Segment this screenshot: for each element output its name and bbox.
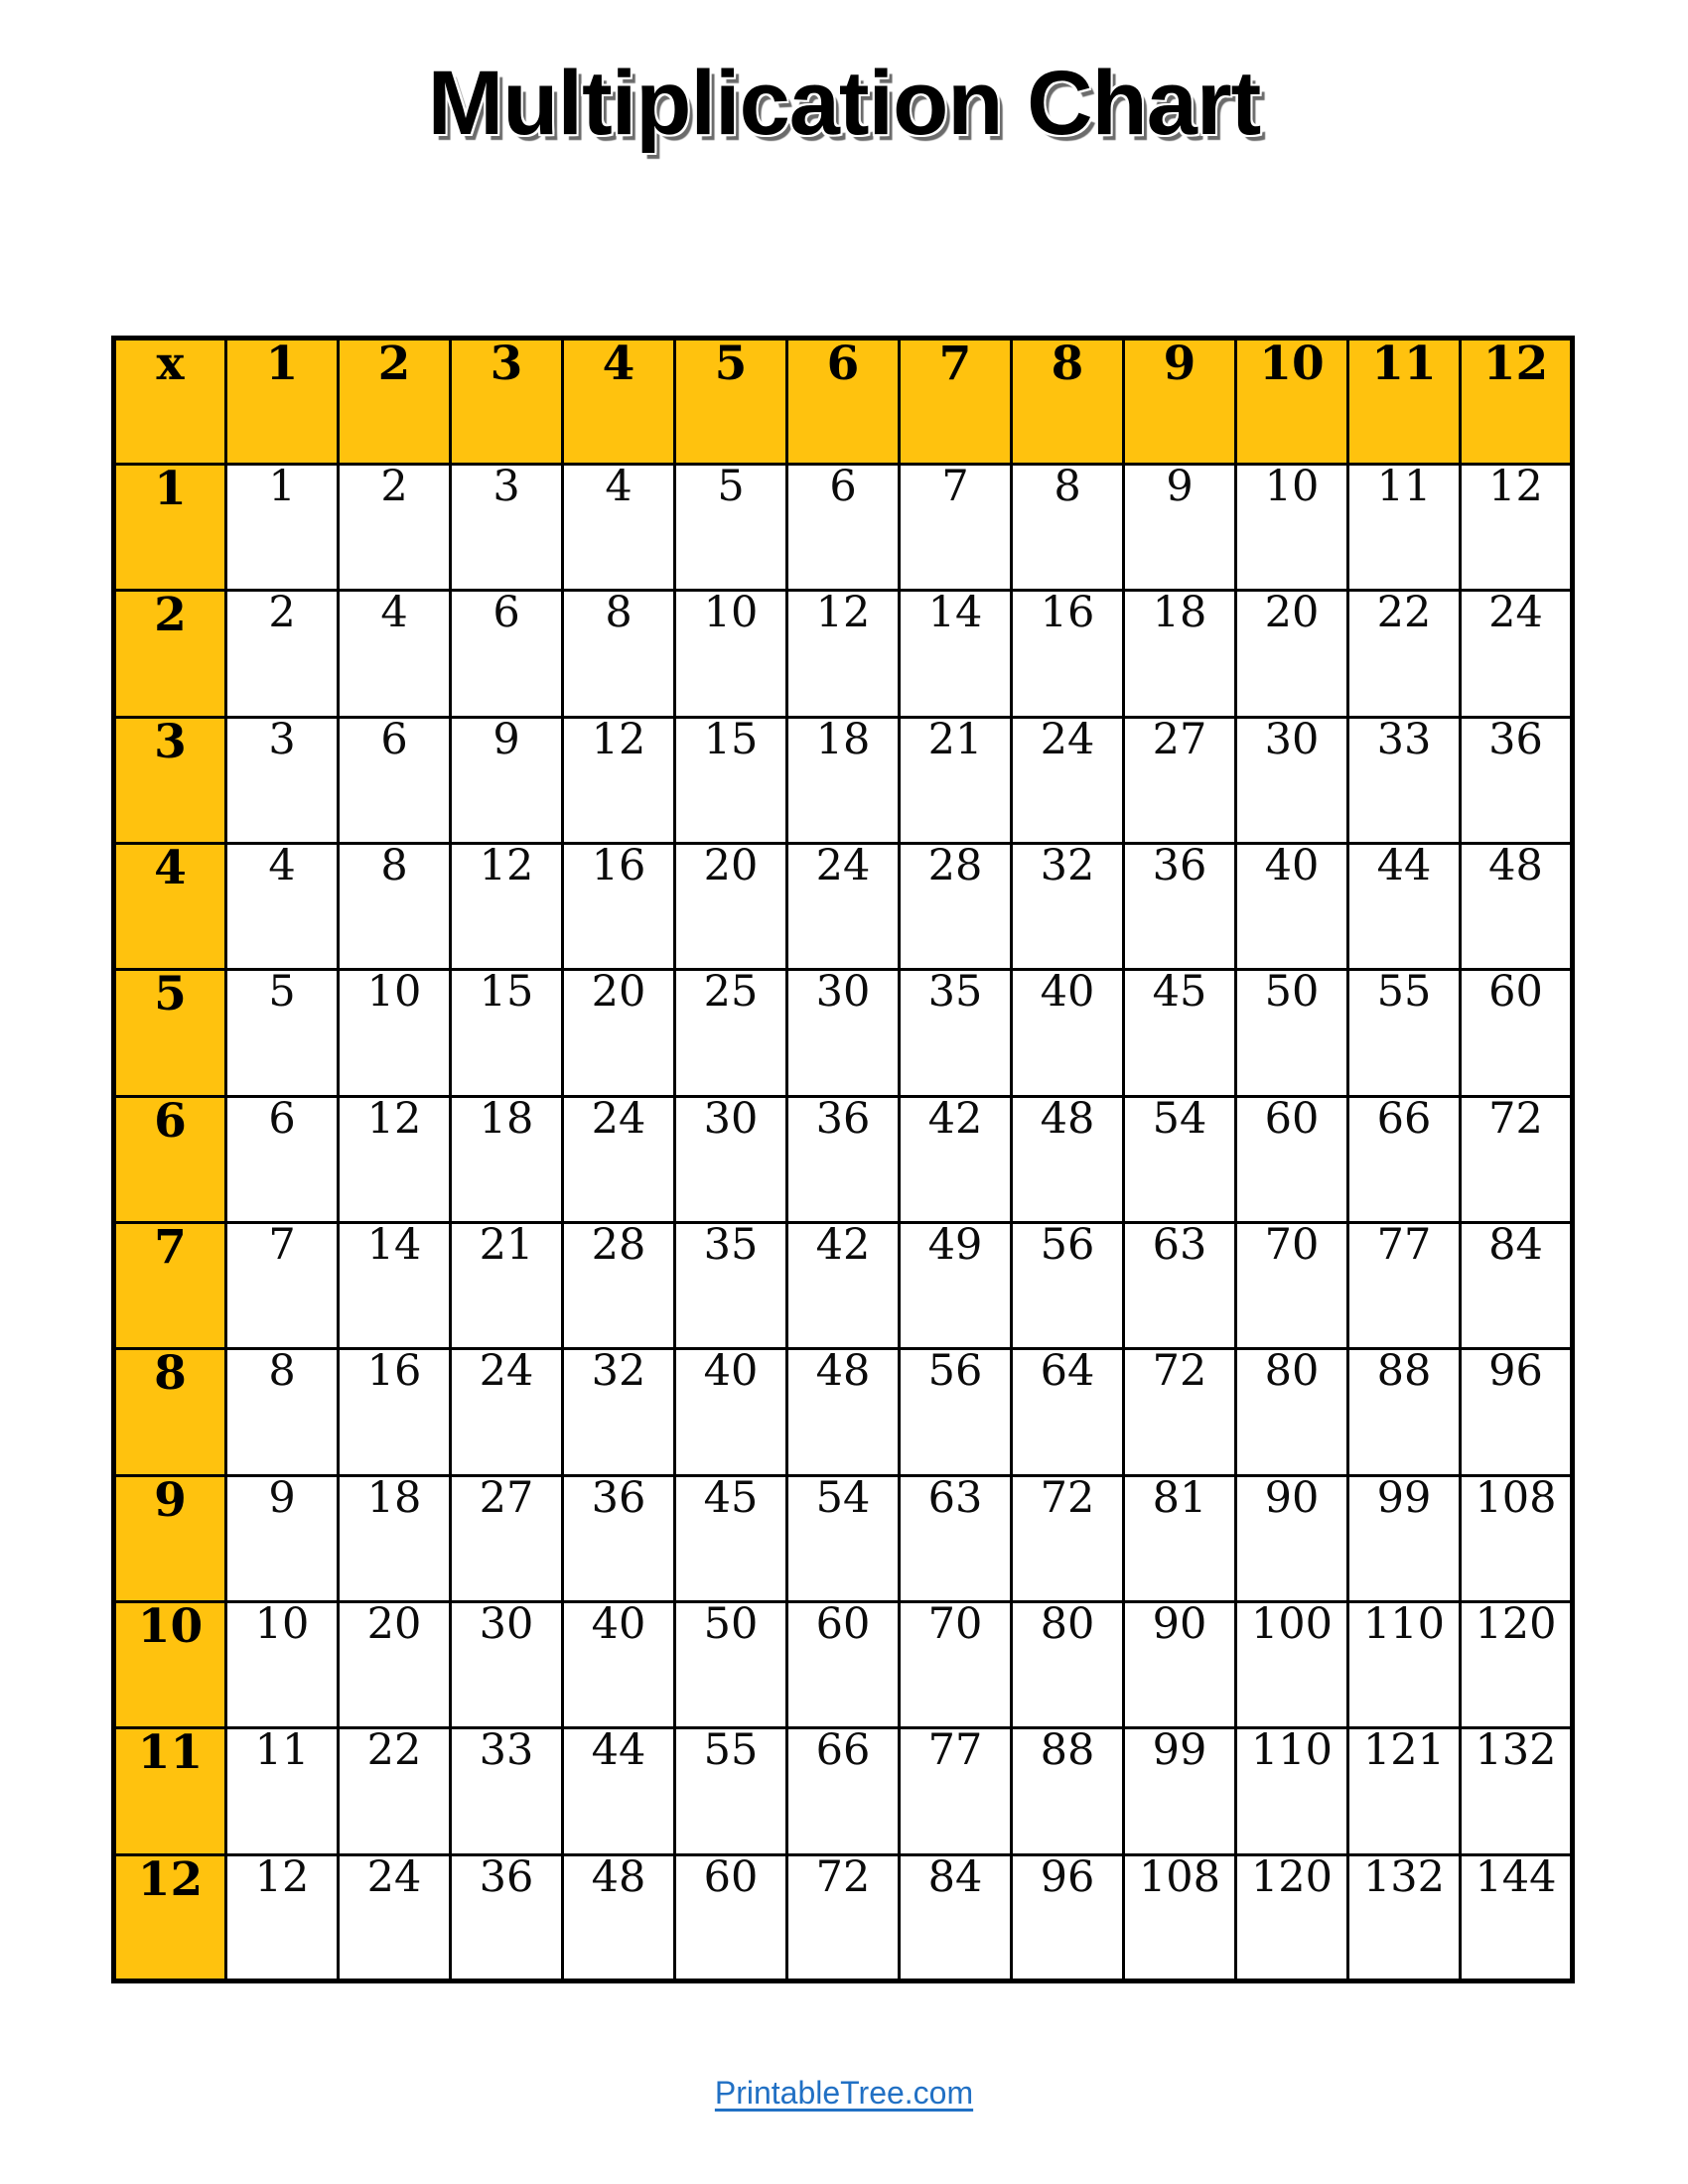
product-cell-2x1: 2: [226, 591, 339, 717]
product-cell-8x9: 72: [1124, 1349, 1236, 1475]
product-cell-6x5: 30: [675, 1096, 787, 1222]
product-cell-3x12: 36: [1461, 717, 1573, 843]
column-header-cell-3: 3: [451, 339, 563, 465]
table-row-12: [114, 1854, 1573, 1980]
product-cell-10x6: 60: [787, 1601, 900, 1727]
product-cell-2x12: 24: [1461, 591, 1573, 717]
product-cell-4x3: 12: [451, 843, 563, 969]
product-cell-6x2: 12: [339, 1096, 451, 1222]
product-cell-6x8: 48: [1012, 1096, 1124, 1222]
product-cell-7x5: 35: [675, 1222, 787, 1348]
product-cell-4x6: 24: [787, 843, 900, 969]
row-header-cell-6: 6: [114, 1096, 226, 1222]
product-cell-7x10: 70: [1236, 1222, 1348, 1348]
product-cell-10x1: 10: [226, 1601, 339, 1727]
product-cell-6x1: 6: [226, 1096, 339, 1222]
product-cell-3x10: 30: [1236, 717, 1348, 843]
table-header-row-group: [114, 339, 1573, 465]
product-cell-2x6: 12: [787, 591, 900, 717]
table-row-3: [114, 717, 1573, 843]
row-header-cell-1: 1: [114, 465, 226, 591]
product-cell-5x1: 5: [226, 970, 339, 1096]
product-cell-3x7: 21: [900, 717, 1012, 843]
column-header-cell-2: 2: [339, 339, 451, 465]
product-cell-9x3: 27: [451, 1475, 563, 1601]
product-cell-9x12: 108: [1461, 1475, 1573, 1601]
product-cell-5x2: 10: [339, 970, 451, 1096]
product-cell-11x10: 110: [1236, 1728, 1348, 1854]
product-cell-3x11: 33: [1348, 717, 1461, 843]
column-header-cell-7: 7: [900, 339, 1012, 465]
product-cell-12x2: 24: [339, 1854, 451, 1980]
product-cell-1x12: 12: [1461, 465, 1573, 591]
product-cell-2x9: 18: [1124, 591, 1236, 717]
product-cell-7x6: 42: [787, 1222, 900, 1348]
product-cell-10x2: 20: [339, 1601, 451, 1727]
row-header-cell-7: 7: [114, 1222, 226, 1348]
product-cell-10x7: 70: [900, 1601, 1012, 1727]
table-row-5: [114, 970, 1573, 1096]
table-row-6: [114, 1096, 1573, 1222]
product-cell-8x8: 64: [1012, 1349, 1124, 1475]
row-header-cell-12: 12: [114, 1854, 226, 1980]
product-cell-10x10: 100: [1236, 1601, 1348, 1727]
product-cell-7x2: 14: [339, 1222, 451, 1348]
product-cell-6x11: 66: [1348, 1096, 1461, 1222]
column-header-cell-4: 4: [563, 339, 675, 465]
table-row-2: [114, 591, 1573, 717]
product-cell-1x4: 4: [563, 465, 675, 591]
row-header-cell-10: 10: [114, 1601, 226, 1727]
product-cell-11x6: 66: [787, 1728, 900, 1854]
product-cell-9x10: 90: [1236, 1475, 1348, 1601]
product-cell-9x6: 54: [787, 1475, 900, 1601]
product-cell-11x7: 77: [900, 1728, 1012, 1854]
product-cell-9x8: 72: [1012, 1475, 1124, 1601]
table-header-row: [114, 339, 1573, 465]
product-cell-4x2: 8: [339, 843, 451, 969]
product-cell-4x7: 28: [900, 843, 1012, 969]
table-row-8: [114, 1349, 1573, 1475]
product-cell-7x9: 63: [1124, 1222, 1236, 1348]
product-cell-4x1: 4: [226, 843, 339, 969]
product-cell-3x2: 6: [339, 717, 451, 843]
product-cell-9x9: 81: [1124, 1475, 1236, 1601]
product-cell-8x12: 96: [1461, 1349, 1573, 1475]
product-cell-11x2: 22: [339, 1728, 451, 1854]
product-cell-4x11: 44: [1348, 843, 1461, 969]
product-cell-4x12: 48: [1461, 843, 1573, 969]
product-cell-4x10: 40: [1236, 843, 1348, 969]
product-cell-1x2: 2: [339, 465, 451, 591]
product-cell-7x12: 84: [1461, 1222, 1573, 1348]
row-header-cell-4: 4: [114, 843, 226, 969]
column-header-cell-12: 12: [1461, 339, 1573, 465]
column-header-cell-10: 10: [1236, 339, 1348, 465]
product-cell-12x12: 144: [1461, 1854, 1573, 1980]
product-cell-2x4: 8: [563, 591, 675, 717]
product-cell-5x10: 50: [1236, 970, 1348, 1096]
product-cell-9x7: 63: [900, 1475, 1012, 1601]
product-cell-3x6: 18: [787, 717, 900, 843]
printabletree-link[interactable]: PrintableTree.com: [714, 2075, 974, 2111]
product-cell-9x4: 36: [563, 1475, 675, 1601]
table-row-10: [114, 1601, 1573, 1727]
product-cell-1x10: 10: [1236, 465, 1348, 591]
product-cell-5x5: 25: [675, 970, 787, 1096]
row-header-cell-8: 8: [114, 1349, 226, 1475]
product-cell-7x4: 28: [563, 1222, 675, 1348]
product-cell-9x1: 9: [226, 1475, 339, 1601]
product-cell-8x6: 48: [787, 1349, 900, 1475]
product-cell-10x8: 80: [1012, 1601, 1124, 1727]
product-cell-8x1: 8: [226, 1349, 339, 1475]
product-cell-6x7: 42: [900, 1096, 1012, 1222]
product-cell-5x9: 45: [1124, 970, 1236, 1096]
product-cell-6x6: 36: [787, 1096, 900, 1222]
page-title: Multiplication Chart: [427, 53, 1261, 154]
multiplication-table: [111, 336, 1575, 1983]
row-header-cell-3: 3: [114, 717, 226, 843]
product-cell-11x8: 88: [1012, 1728, 1124, 1854]
product-cell-9x2: 18: [339, 1475, 451, 1601]
product-cell-2x5: 10: [675, 591, 787, 717]
product-cell-12x1: 12: [226, 1854, 339, 1980]
product-cell-5x12: 60: [1461, 970, 1573, 1096]
product-cell-2x10: 20: [1236, 591, 1348, 717]
product-cell-1x6: 6: [787, 465, 900, 591]
product-cell-1x9: 9: [1124, 465, 1236, 591]
product-cell-4x9: 36: [1124, 843, 1236, 969]
column-header-cell-11: 11: [1348, 339, 1461, 465]
product-cell-3x9: 27: [1124, 717, 1236, 843]
product-cell-11x12: 132: [1461, 1728, 1573, 1854]
product-cell-12x10: 120: [1236, 1854, 1348, 1980]
product-cell-8x5: 40: [675, 1349, 787, 1475]
product-cell-12x4: 48: [563, 1854, 675, 1980]
product-cell-11x3: 33: [451, 1728, 563, 1854]
product-cell-12x6: 72: [787, 1854, 900, 1980]
product-cell-8x7: 56: [900, 1349, 1012, 1475]
row-header-cell-5: 5: [114, 970, 226, 1096]
product-cell-10x12: 120: [1461, 1601, 1573, 1727]
product-cell-5x8: 40: [1012, 970, 1124, 1096]
product-cell-12x9: 108: [1124, 1854, 1236, 1980]
product-cell-11x1: 11: [226, 1728, 339, 1854]
product-cell-5x7: 35: [900, 970, 1012, 1096]
product-cell-12x8: 96: [1012, 1854, 1124, 1980]
product-cell-11x4: 44: [563, 1728, 675, 1854]
table-row-7: [114, 1222, 1573, 1348]
product-cell-12x5: 60: [675, 1854, 787, 1980]
product-cell-10x5: 50: [675, 1601, 787, 1727]
product-cell-10x3: 30: [451, 1601, 563, 1727]
product-cell-6x9: 54: [1124, 1096, 1236, 1222]
product-cell-4x4: 16: [563, 843, 675, 969]
product-cell-12x7: 84: [900, 1854, 1012, 1980]
product-cell-2x7: 14: [900, 591, 1012, 717]
product-cell-9x11: 99: [1348, 1475, 1461, 1601]
product-cell-7x11: 77: [1348, 1222, 1461, 1348]
product-cell-10x11: 110: [1348, 1601, 1461, 1727]
product-cell-2x11: 22: [1348, 591, 1461, 717]
product-cell-8x3: 24: [451, 1349, 563, 1475]
product-cell-5x6: 30: [787, 970, 900, 1096]
product-cell-11x11: 121: [1348, 1728, 1461, 1854]
product-cell-1x3: 3: [451, 465, 563, 591]
product-cell-8x11: 88: [1348, 1349, 1461, 1475]
table-row-4: [114, 843, 1573, 969]
product-cell-10x4: 40: [563, 1601, 675, 1727]
product-cell-12x11: 132: [1348, 1854, 1461, 1980]
table-row-9: [114, 1475, 1573, 1601]
product-cell-4x5: 20: [675, 843, 787, 969]
column-header-cell-1: 1: [226, 339, 339, 465]
product-cell-5x3: 15: [451, 970, 563, 1096]
product-cell-1x11: 11: [1348, 465, 1461, 591]
table-row-11: [114, 1728, 1573, 1854]
product-cell-9x5: 45: [675, 1475, 787, 1601]
product-cell-5x11: 55: [1348, 970, 1461, 1096]
product-cell-5x4: 20: [563, 970, 675, 1096]
product-cell-7x8: 56: [1012, 1222, 1124, 1348]
corner-cell-x: x: [114, 339, 226, 465]
table-row-1: [114, 465, 1573, 591]
row-header-cell-11: 11: [114, 1728, 226, 1854]
product-cell-2x2: 4: [339, 591, 451, 717]
table-body: [114, 465, 1573, 1981]
product-cell-2x8: 16: [1012, 591, 1124, 717]
product-cell-3x1: 3: [226, 717, 339, 843]
product-cell-11x5: 55: [675, 1728, 787, 1854]
product-cell-1x5: 5: [675, 465, 787, 591]
product-cell-8x2: 16: [339, 1349, 451, 1475]
product-cell-3x3: 9: [451, 717, 563, 843]
row-header-cell-2: 2: [114, 591, 226, 717]
column-header-cell-8: 8: [1012, 339, 1124, 465]
product-cell-1x8: 8: [1012, 465, 1124, 591]
product-cell-3x5: 15: [675, 717, 787, 843]
product-cell-1x1: 1: [226, 465, 339, 591]
product-cell-6x3: 18: [451, 1096, 563, 1222]
product-cell-10x9: 90: [1124, 1601, 1236, 1727]
product-cell-3x8: 24: [1012, 717, 1124, 843]
product-cell-11x9: 99: [1124, 1728, 1236, 1854]
product-cell-8x4: 32: [563, 1349, 675, 1475]
product-cell-7x1: 7: [226, 1222, 339, 1348]
product-cell-1x7: 7: [900, 465, 1012, 591]
product-cell-12x3: 36: [451, 1854, 563, 1980]
product-cell-7x3: 21: [451, 1222, 563, 1348]
product-cell-2x3: 6: [451, 591, 563, 717]
product-cell-6x4: 24: [563, 1096, 675, 1222]
product-cell-6x12: 72: [1461, 1096, 1573, 1222]
product-cell-6x10: 60: [1236, 1096, 1348, 1222]
column-header-cell-6: 6: [787, 339, 900, 465]
product-cell-3x4: 12: [563, 717, 675, 843]
column-header-cell-5: 5: [675, 339, 787, 465]
product-cell-7x7: 49: [900, 1222, 1012, 1348]
footer: [0, 2075, 1688, 2112]
product-cell-4x8: 32: [1012, 843, 1124, 969]
column-header-cell-9: 9: [1124, 339, 1236, 465]
row-header-cell-9: 9: [114, 1475, 226, 1601]
product-cell-8x10: 80: [1236, 1349, 1348, 1475]
